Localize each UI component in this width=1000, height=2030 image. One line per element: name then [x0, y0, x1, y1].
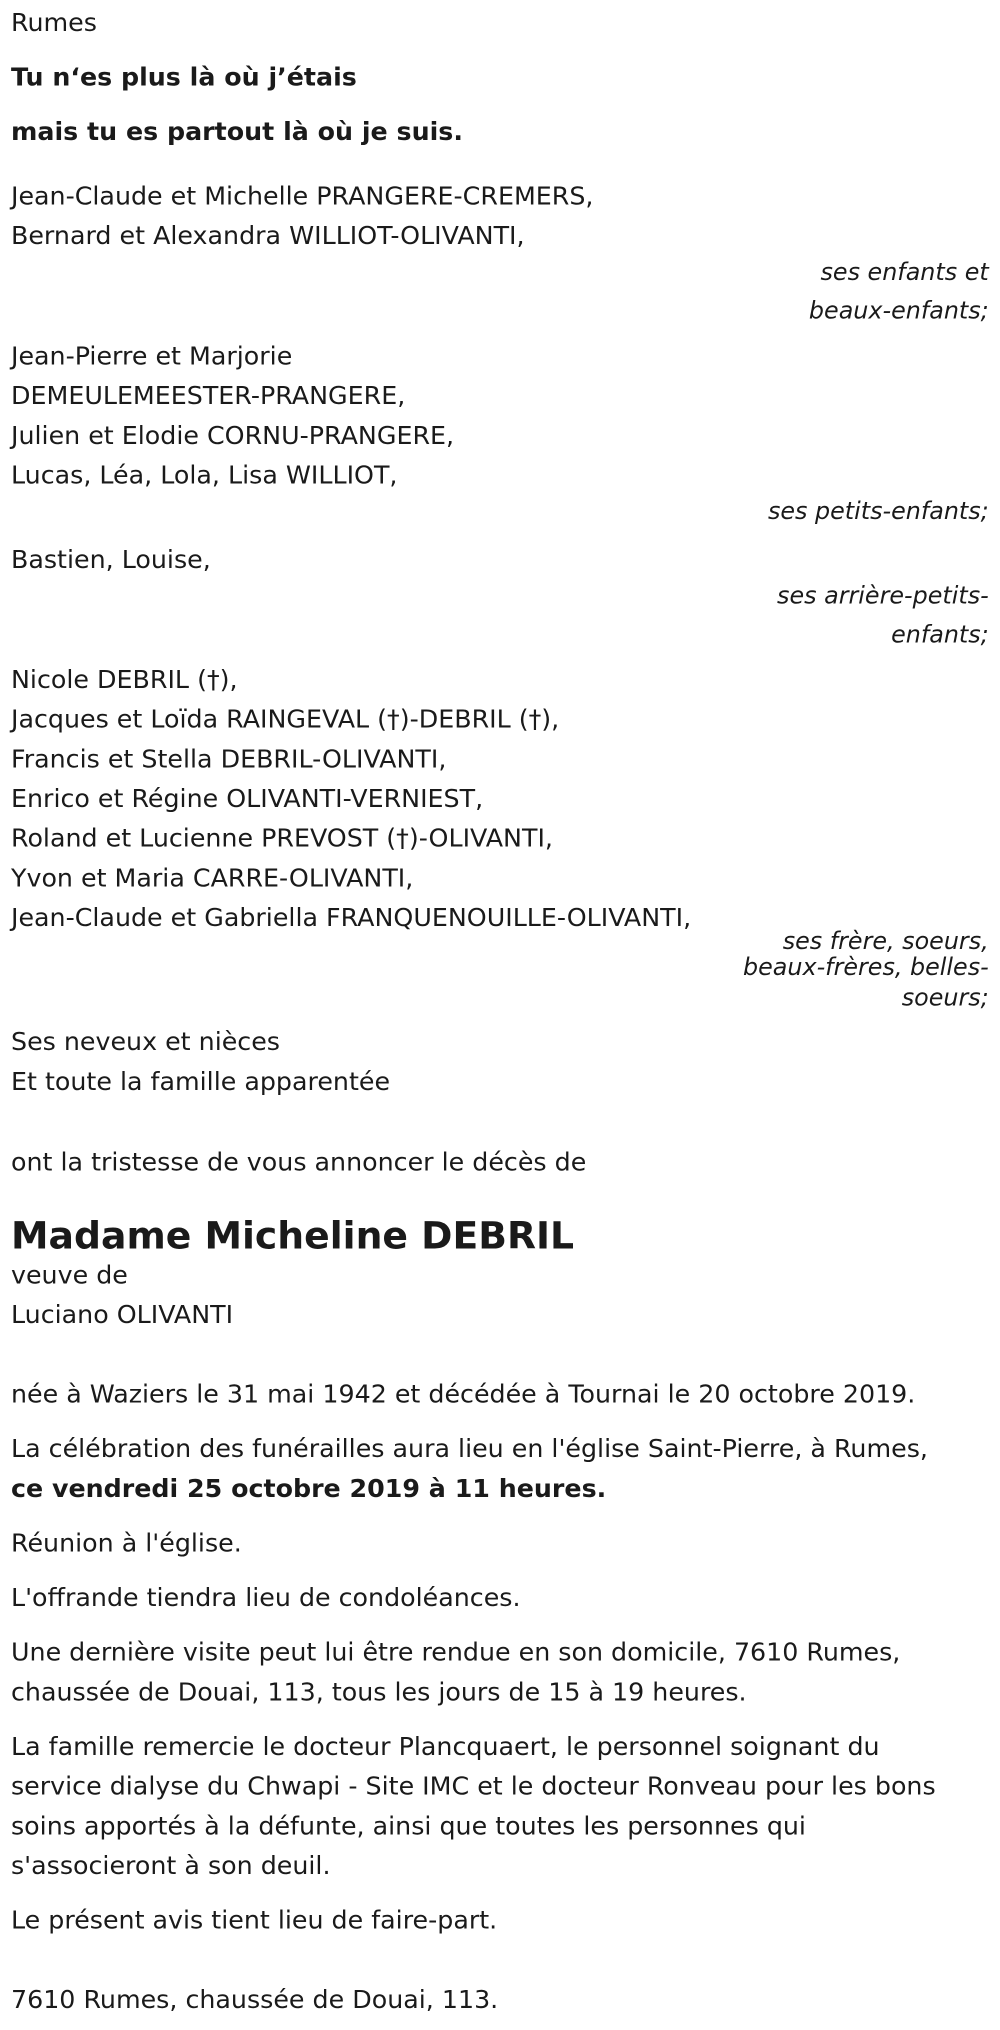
family-group-siblings [11, 660, 991, 1017]
widow-of-label: veuve de [11, 1260, 128, 1291]
meeting-info: Réunion à l'église. [11, 1528, 242, 1559]
visit-line: Une dernière visite peut lui être rendue en son domicile, 7610 Rumes, [11, 1637, 901, 1668]
extended-family-line: Ses neveux et nièces [11, 1027, 280, 1058]
extended-family [11, 1022, 991, 1101]
funeral-text: La célébration des funérailles aura lieu en l'église Saint-Pierre, à Rumes, [11, 1434, 928, 1465]
relation-line: ses frère, soeurs, [782, 927, 989, 955]
relation-line: beaux-frères, belles- [743, 952, 989, 981]
relation-line: ses petits-enfants; [767, 497, 989, 526]
birth-death-dates: née à Waziers le 31 mai 1942 et décédée à Tournai le 20 octobre 2019. [11, 1379, 916, 1410]
family-group-great-grandchildren [11, 540, 991, 654]
family-name-line: Lucas, Léa, Lola, Lisa WILLIOT, [11, 460, 398, 491]
thanks-line: service dialyse du Chwapi - Site IMC et le docteur Ronveau pour les bons [11, 1771, 936, 1802]
family-name-line: Roland et Lucienne PREVOST (†)-OLIVANTI, [11, 823, 553, 854]
obituary-content [11, 8, 991, 2020]
location: Rumes [11, 8, 97, 38]
relation-line: enfants; [891, 620, 989, 649]
relation-line: ses enfants et [820, 258, 989, 286]
family-name-line: Jean-Claude et Michelle PRANGERE-CREMERS, [11, 181, 594, 212]
funeral-date-time: ce vendredi 25 octobre 2019 à 11 heures. [11, 1474, 607, 1504]
family-name-line: Julien et Elodie CORNU-PRANGERE, [11, 420, 455, 451]
family-name-line: Yvon et Maria CARRE-OLIVANTI, [11, 863, 414, 894]
family-name-line: Jean-Claude et Gabriella FRANQUENOUILLE-OLIVANTI, [11, 903, 692, 934]
family-name-line: Bastien, Louise, [11, 544, 211, 575]
quote-line-1: Tu n‘es plus là où j’étais [11, 62, 357, 93]
visit-info [11, 1633, 991, 1712]
relation-line: ses arrière-petits- [777, 581, 989, 610]
family-name-line: DEMEULEMEESTER-PRANGERE, [11, 381, 406, 411]
family-name-line: Nicole DEBRIL (†), [11, 665, 238, 695]
relation-line: soeurs; [901, 983, 989, 1012]
relation-label [11, 492, 991, 531]
spouse-name: Luciano OLIVANTI [11, 1300, 234, 1331]
relation-line: beaux-enfants; [808, 296, 989, 325]
offering-info: L'offrande tiendra lieu de condoléances. [11, 1583, 521, 1614]
thanks-line: soins apportés à la défunte, ainsi que toutes les personnes qui [11, 1811, 806, 1842]
family-name-line: Jacques et Loïda RAINGEVAL (†)-DEBRIL (†), [11, 704, 560, 735]
visit-line: chaussée de Douai, 113, tous les jours de 15 à 19 heures. [11, 1677, 747, 1708]
deceased-name: Madame Micheline DEBRIL [11, 1214, 575, 1258]
relation-label [11, 577, 991, 654]
family-group-children [11, 177, 991, 331]
quote-line-2: mais tu es partout là où je suis. [11, 117, 463, 147]
relation-label [11, 926, 991, 1017]
family-name-line: Enrico et Régine OLIVANTI-VERNIEST, [11, 784, 484, 814]
thanks-line: La famille remercie le docteur Plancquaert, le personnel soignant du [11, 1732, 880, 1762]
thanks-info [11, 1727, 991, 1886]
address: 7610 Rumes, chaussée de Douai, 113. [11, 1985, 499, 2016]
announcement: ont la tristesse de vous annoncer le décès de [11, 1147, 587, 1178]
family-name-line: Jean-Pierre et Marjorie [11, 341, 293, 372]
family-name-line: Bernard et Alexandra WILLIOT-OLIVANTI, [11, 221, 525, 252]
funeral-details [11, 1429, 991, 1508]
relation-label [11, 253, 991, 330]
notice: Le présent avis tient lieu de faire-part. [11, 1905, 498, 1936]
family-name-line: Francis et Stella DEBRIL-OLIVANTI, [11, 744, 447, 775]
thanks-line: s'associeront à son deuil. [11, 1851, 331, 1882]
extended-family-line: Et toute la famille apparentée [11, 1067, 391, 1097]
family-group-grandchildren [11, 337, 991, 532]
